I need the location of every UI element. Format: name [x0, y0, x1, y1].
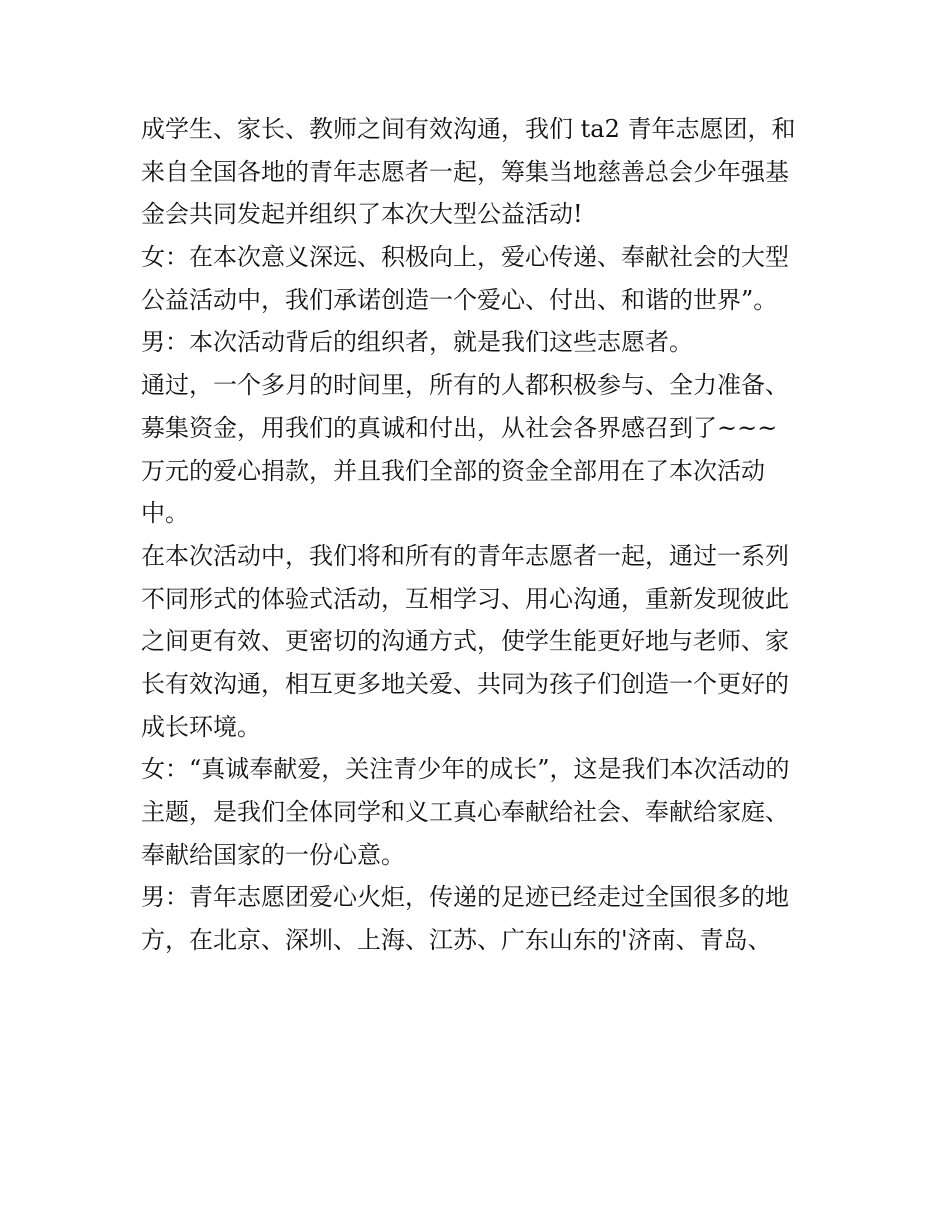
- text-line: 募集资金，用我们的真诚和付出，从社会各界感召到了~~~: [141, 413, 778, 442]
- text-line: 主题，是我们全体同学和义工真心奉献给社会、奉献给家庭、: [141, 798, 789, 826]
- text-line: 万元的爱心捐款，并且我们全部的资金全部用在了本次活动: [141, 456, 765, 485]
- text-line: 长有效沟通，相互更多地关爱、共同为孩子们创造一个更好的: [141, 669, 789, 698]
- text-line: 金会共同发起并组织了本次大型公益活动!: [141, 200, 583, 229]
- text-line: 来自全国各地的青年志愿者一起，筹集当地慈善总会少年强基: [141, 157, 789, 186]
- text-line: 中。: [141, 499, 189, 528]
- text-line: 方，在北京、深圳、上海、江苏、广东山东的'济南、青岛、: [141, 926, 772, 955]
- text-line: 男：本次活动背后的组织者，就是我们这些志愿者。: [141, 328, 693, 357]
- text-line: 奉献给国家的一份心意。: [141, 840, 405, 869]
- text-line: 不同形式的体验式活动，互相学习、用心沟通，重新发现彼此: [141, 584, 789, 613]
- text-line: 成学生、家长、教师之间有效沟通，我们 ta2 青年志愿团，和: [141, 115, 796, 143]
- text-line: 之间更有效、更密切的沟通方式，使学生能更好地与老师、家: [141, 627, 789, 656]
- text-line: 公益活动中，我们承诺创造一个爱心、付出、和谐的世界”。: [141, 285, 778, 314]
- text-line: 通过，一个多月的时间里，所有的人都积极参与、全力准备、: [141, 371, 789, 400]
- text-line: 男：青年志愿团爱心火炬，传递的足迹已经走过全国很多的地: [141, 883, 789, 912]
- text-line: 女：“真诚奉献爱，关注青少年的成长”，这是我们本次活动的: [141, 755, 790, 784]
- text-line: 女：在本次意义深远、积极向上，爱心传递、奉献社会的大型: [141, 243, 789, 272]
- document-body: [141, 108, 816, 962]
- text-line: 在本次活动中，我们将和所有的青年志愿者一起，通过一系列: [141, 541, 789, 570]
- text-line: 成长环境。: [141, 712, 261, 741]
